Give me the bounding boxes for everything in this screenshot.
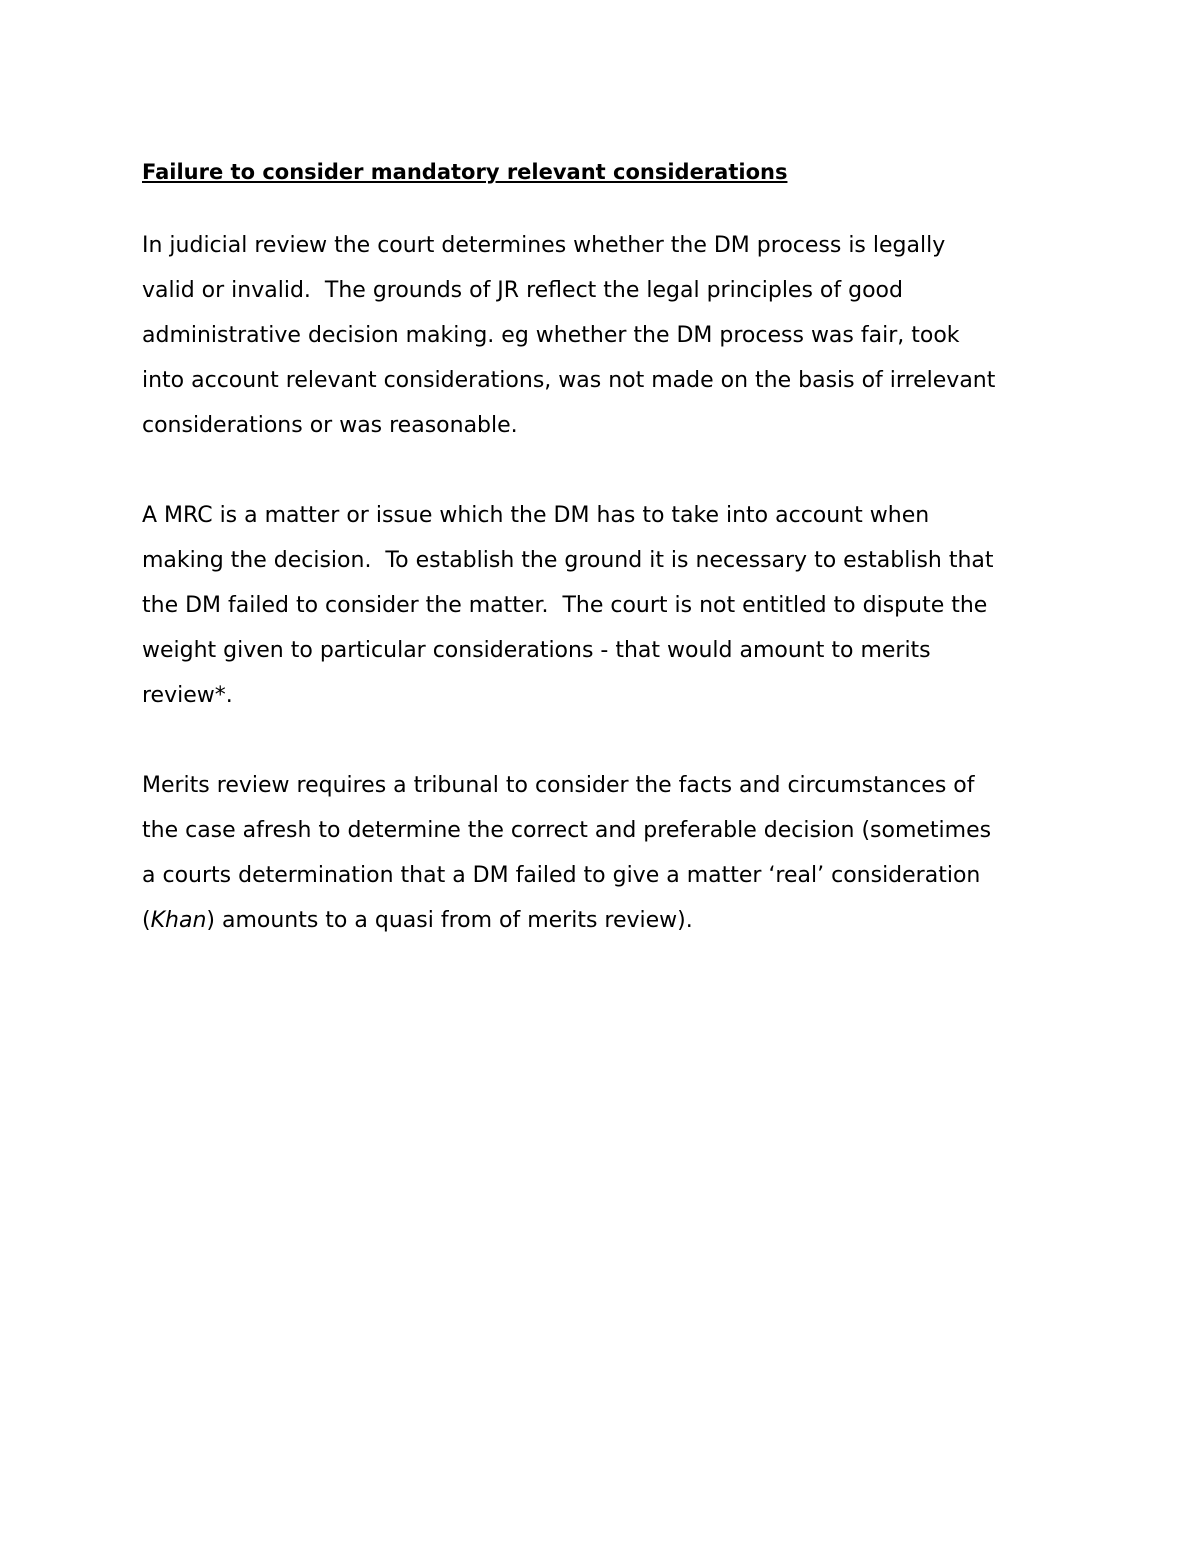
text-line: into account relevant considerations, was not made on the basis of irrelevant	[142, 368, 996, 393]
section-heading: Failure to consider mandatory relevant considerations	[142, 160, 788, 184]
text-line: administrative decision making. eg whether the DM process was fair, took	[142, 323, 960, 348]
text-line: weight given to particular considerations - that would amount to merits	[142, 638, 931, 663]
text-line: a courts determination that a DM failed to give a matter ‘real’ consideration	[142, 863, 981, 888]
text-line: valid or invalid. The grounds of JR reflect the legal principles of good	[142, 278, 903, 303]
open-paren: (	[142, 908, 151, 933]
text-line: the case afresh to determine the correct and preferable decision (sometimes	[142, 818, 992, 843]
text-line-rest: ) amounts to a quasi from of merits review).	[206, 908, 693, 933]
text-line: making the decision. To establish the ground it is necessary to establish that	[142, 548, 994, 573]
text-line: In judicial review the court determines whether the DM process is legally	[142, 233, 946, 258]
text-line: Merits review requires a tribunal to consider the facts and circumstances of	[142, 773, 975, 798]
text-line: the DM failed to consider the matter. The court is not entitled to dispute the	[142, 593, 988, 618]
paragraph-judicial-review	[142, 223, 1072, 448]
document-body	[142, 154, 1072, 988]
paragraph-mrc-definition	[142, 493, 1072, 718]
text-line: A MRC is a matter or issue which the DM has to take into account when	[142, 503, 930, 528]
text-line: considerations or was reasonable.	[142, 413, 518, 438]
case-name-khan: Khan	[150, 908, 207, 933]
text-line-last	[142, 898, 1072, 943]
paragraph-merits-review	[142, 763, 1072, 943]
text-line: review*.	[142, 683, 233, 708]
